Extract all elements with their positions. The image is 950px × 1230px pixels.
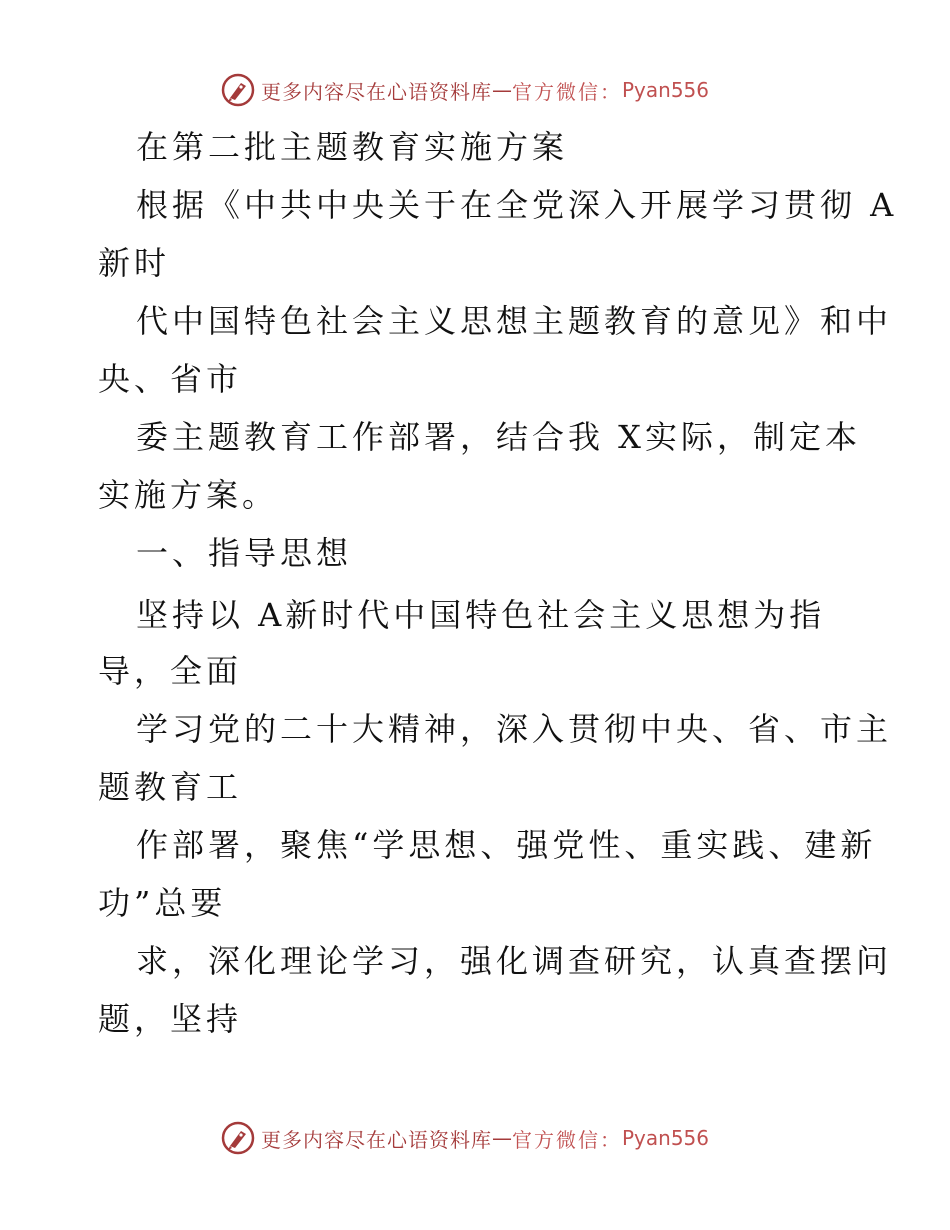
paragraph-line: 央、省市 bbox=[98, 360, 243, 398]
banner-separator: — bbox=[491, 1126, 512, 1150]
paragraph-line: 根据《中共中央关于在全党深入开展学习贯彻 A bbox=[136, 186, 898, 224]
paragraph-line: 求，深化理论学习，强化调查研究，认真查摆问 bbox=[136, 942, 893, 980]
paragraph-line: 导，全面 bbox=[98, 652, 243, 690]
paragraph-line: 学习党的二十大精神，深入贯彻中央、省、市主 bbox=[136, 710, 893, 748]
paragraph-line: 委主题教育工作部署，结合我 X实际，制定本 bbox=[136, 418, 861, 456]
document-title: 在第二批主题教育实施方案 bbox=[136, 128, 569, 166]
banner-separator: — bbox=[491, 78, 512, 102]
pen-nib-logo-icon bbox=[221, 73, 255, 107]
paragraph-line: 题教育工 bbox=[98, 768, 243, 806]
banner-brand-text: 更多内容尽在心语资料库 bbox=[260, 1127, 492, 1152]
paragraph-line: 新时 bbox=[98, 244, 171, 282]
paragraph-line: 功”总要 bbox=[98, 884, 227, 922]
paragraph-line: 坚持以 A新时代中国特色社会主义思想为指 bbox=[136, 596, 826, 634]
banner-wechat-id: Pyan556 bbox=[621, 78, 709, 102]
banner-wechat-label: 官方微信： bbox=[511, 1127, 622, 1152]
header-watermark bbox=[0, 70, 950, 110]
paragraph-line: 作部署，聚焦“学思想、强党性、重实践、建新 bbox=[136, 826, 877, 864]
pen-nib-logo-icon bbox=[221, 1121, 255, 1155]
banner-brand-text: 更多内容尽在心语资料库 bbox=[260, 79, 492, 104]
section-heading: 一、指导思想 bbox=[136, 534, 353, 572]
footer-watermark bbox=[0, 1118, 950, 1158]
paragraph-line: 代中国特色社会主义思想主题教育的意见》和中 bbox=[136, 302, 893, 340]
paragraph-line: 实施方案。 bbox=[98, 476, 279, 514]
paragraph-line: 题，坚持 bbox=[98, 1000, 243, 1038]
banner-wechat-label: 官方微信： bbox=[511, 79, 622, 104]
banner-wechat-id: Pyan556 bbox=[621, 1126, 709, 1150]
